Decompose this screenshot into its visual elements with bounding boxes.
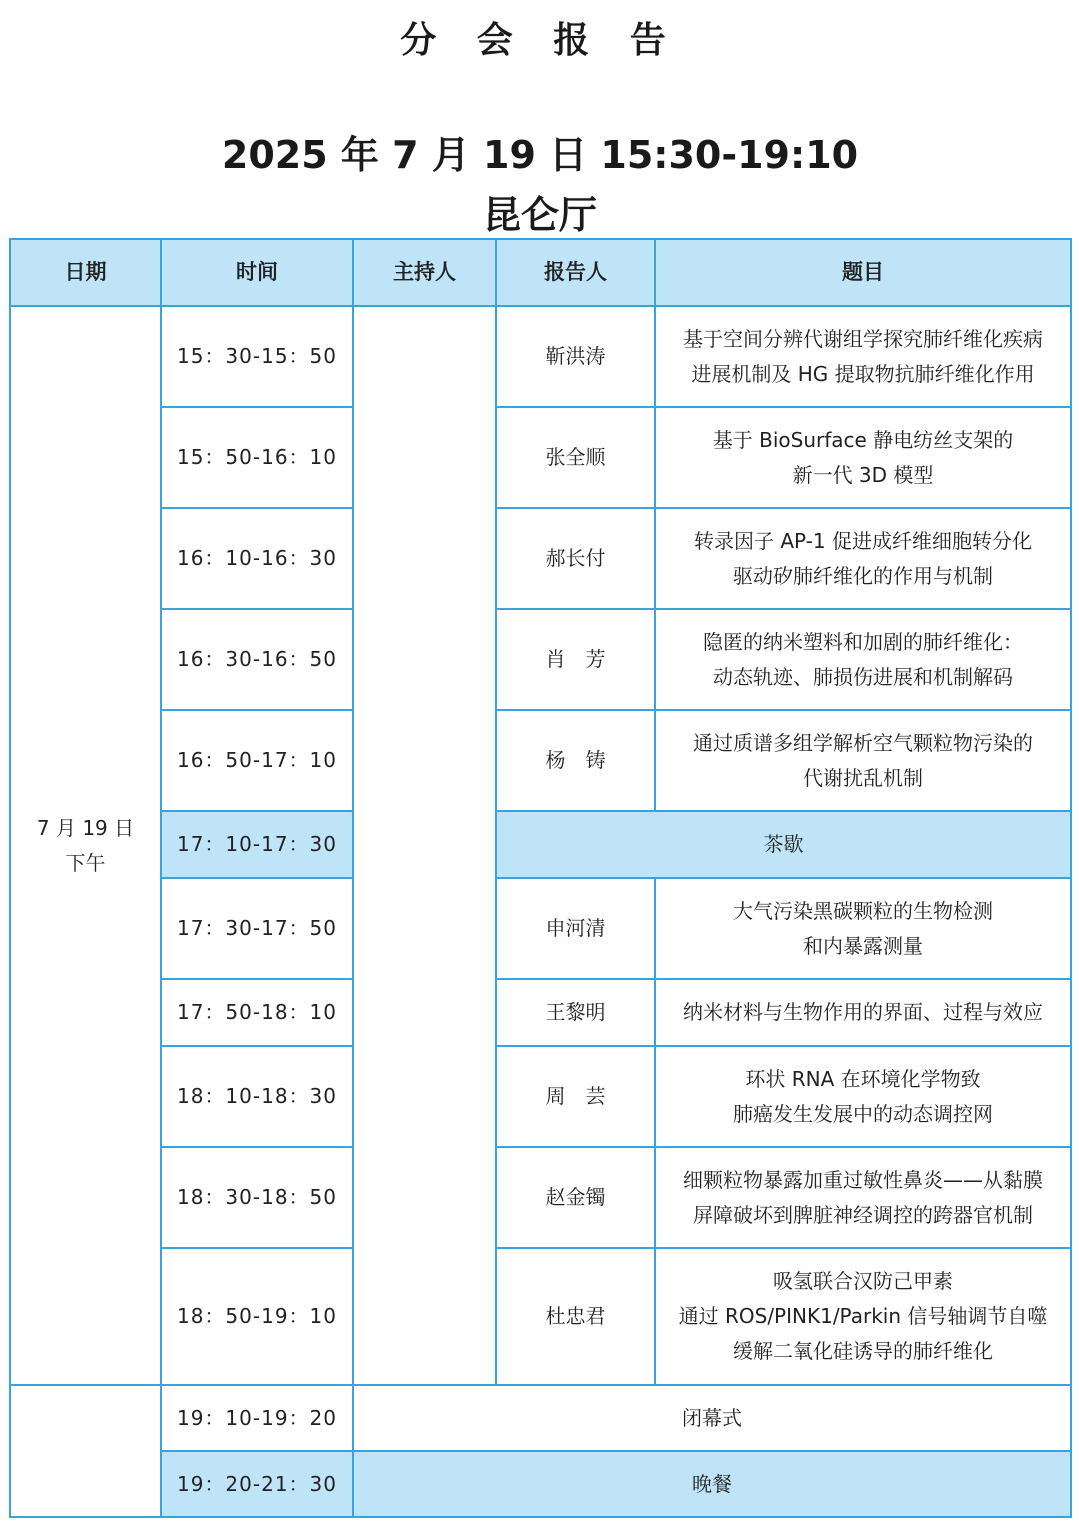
table-row: [10, 1248, 1071, 1385]
table-row: [10, 878, 1071, 979]
topic-cell: [655, 1248, 1071, 1385]
period-line: 下午: [65, 850, 106, 875]
column-header-topic: 题目: [655, 239, 1071, 306]
date-line: 7 月 19 日: [36, 815, 135, 840]
speaker-cell: 申河清: [496, 878, 655, 979]
speaker-cell: 张全顺: [496, 407, 655, 508]
tea-break-cell: 茶歇: [496, 811, 1071, 878]
table-row: [10, 1147, 1071, 1248]
table-row: [10, 407, 1071, 508]
topic-line: 驱动矽肺纤维化的作用与机制: [733, 563, 993, 588]
time-cell: 18：10-18：30: [161, 1046, 353, 1147]
topic-line: 纳米材料与生物作用的界面、过程与效应: [683, 1000, 1043, 1024]
table-row-break: [10, 811, 1071, 878]
time-cell: 17：50-18：10: [161, 979, 353, 1046]
speaker-cell: 杜忠君: [496, 1248, 655, 1385]
time-cell: 15：30-15：50: [161, 306, 353, 407]
topic-line: 吸氢联合汉防己甲素: [773, 1269, 953, 1293]
topic-cell: [655, 306, 1071, 407]
topic-line: 环状 RNA 在环境化学物致: [745, 1066, 981, 1091]
speaker-cell: 周 芸: [496, 1046, 655, 1147]
speaker-cell: 王黎明: [496, 979, 655, 1046]
table-row-closing: [10, 1385, 1071, 1451]
topic-cell: [655, 710, 1071, 811]
date-cell: [10, 306, 161, 1385]
topic-cell: [655, 609, 1071, 710]
topic-cell: [655, 878, 1071, 979]
date-cell-empty: [10, 1385, 161, 1517]
time-cell: 18：50-19：10: [161, 1248, 353, 1385]
topic-cell: [655, 1046, 1071, 1147]
host-cell: [353, 306, 496, 1385]
topic-line: 转录因子 AP-1 促进成纤维细胞转分化: [694, 528, 1032, 553]
schedule-table: [9, 238, 1072, 1518]
topic-cell: [655, 407, 1071, 508]
table-row-dinner: [10, 1451, 1071, 1517]
speaker-cell: 靳洪涛: [496, 306, 655, 407]
table-row: [10, 609, 1071, 710]
column-header-date: 日期: [10, 239, 161, 306]
session-datetime: 2025 年 7 月 19 日 15:30-19:10: [221, 133, 859, 177]
page-title: 分 会 报 告: [400, 20, 680, 61]
column-header-speaker: 报告人: [496, 239, 655, 306]
topic-line: 大气污染黑碳颗粒的生物检测: [733, 898, 993, 923]
topic-line: 屏障破坏到脾脏神经调控的跨器官机制: [693, 1202, 1033, 1227]
topic-line: 通过质谱多组学解析空气颗粒物污染的: [693, 730, 1033, 755]
speaker-cell: 赵金镯: [496, 1147, 655, 1248]
topic-cell: [655, 979, 1071, 1046]
topic-line: 缓解二氧化硅诱导的肺纤维化: [733, 1339, 993, 1363]
session-venue: 昆仑厅: [482, 193, 597, 237]
table-row: [10, 1046, 1071, 1147]
topic-line: 基于空间分辨代谢组学探究肺纤维化疾病: [683, 326, 1043, 351]
time-cell: 16：30-16：50: [161, 609, 353, 710]
speaker-cell: 肖 芳: [496, 609, 655, 710]
time-cell: 18：30-18：50: [161, 1147, 353, 1248]
time-cell: 19：20-21：30: [161, 1451, 353, 1517]
table-row: [10, 710, 1071, 811]
time-cell: 17：10-17：30: [161, 811, 353, 878]
topic-line: 进展机制及 HG 提取物抗肺纤维化作用: [691, 361, 1035, 386]
column-header-time: 时间: [161, 239, 353, 306]
topic-cell: [655, 1147, 1071, 1248]
topic-line: 代谢扰乱机制: [803, 765, 923, 790]
topic-line: 和内暴露测量: [803, 933, 923, 958]
table-header-row: [10, 239, 1071, 306]
speaker-cell: 杨 铸: [496, 710, 655, 811]
topic-line: 肺癌发生发展中的动态调控网: [733, 1101, 993, 1126]
column-header-host: 主持人: [353, 239, 496, 306]
topic-cell: [655, 508, 1071, 609]
table-row: [10, 508, 1071, 609]
table-row: [10, 979, 1071, 1046]
topic-line: 通过 ROS/PINK1/Parkin 信号轴调节自噬: [678, 1304, 1048, 1328]
dinner-cell: 晚餐: [353, 1451, 1071, 1517]
speaker-cell: 郝长付: [496, 508, 655, 609]
time-cell: 17：30-17：50: [161, 878, 353, 979]
time-cell: 19：10-19：20: [161, 1385, 353, 1451]
topic-line: 基于 BioSurface 静电纺丝支架的: [712, 427, 1014, 452]
time-cell: 15：50-16：10: [161, 407, 353, 508]
topic-line: 隐匿的纳米塑料和加剧的肺纤维化：: [703, 629, 1023, 654]
topic-line: 新一代 3D 模型: [792, 462, 934, 487]
topic-line: 细颗粒物暴露加重过敏性鼻炎——从黏膜: [683, 1167, 1043, 1192]
time-cell: 16：50-17：10: [161, 710, 353, 811]
closing-ceremony-cell: 闭幕式: [353, 1385, 1071, 1451]
topic-line: 动态轨迹、肺损伤进展和机制解码: [713, 664, 1013, 689]
time-cell: 16：10-16：30: [161, 508, 353, 609]
table-row: [10, 306, 1071, 407]
